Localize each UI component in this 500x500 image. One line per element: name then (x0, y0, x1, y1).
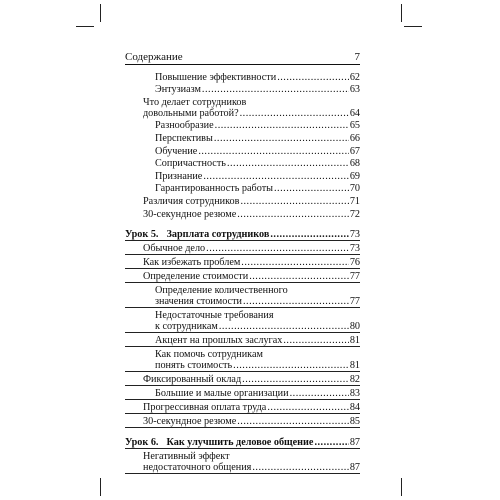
toc-entry-page: 73 (349, 242, 360, 254)
toc-entry[interactable] (125, 120, 360, 131)
header-title: Содержание (125, 51, 183, 63)
leader-dots (240, 108, 349, 119)
toc-entry-title: Сопричастность (155, 158, 226, 170)
leader-dots (290, 388, 349, 399)
crop-mark-bottom-left (100, 478, 101, 496)
toc-entry[interactable] (125, 310, 360, 333)
toc-entry[interactable] (125, 257, 360, 269)
leader-dots (202, 84, 349, 95)
toc-entry-page: 76 (349, 256, 360, 268)
leader-dots (314, 437, 348, 448)
toc-entry-title: довольными работой? (143, 107, 239, 119)
lesson-5-label: Урок 5. (125, 228, 159, 240)
toc-entry-title: Прогрессивная оплата труда (143, 401, 267, 413)
leader-dots (214, 133, 349, 144)
toc-entry[interactable] (125, 72, 360, 83)
toc-entry[interactable] (125, 416, 360, 428)
toc-entry-title: Различия сотрудников (143, 195, 240, 207)
toc-entry-page: 81 (349, 334, 360, 346)
toc-entry-page: 81 (349, 359, 360, 371)
leader-dots (249, 271, 349, 282)
toc-entry[interactable] (125, 349, 360, 372)
toc-entry[interactable] (125, 146, 360, 157)
leader-dots (242, 374, 349, 385)
toc-entry[interactable] (125, 285, 360, 308)
toc-entry-title: понять стоимость (155, 359, 233, 371)
toc-entry-page: 67 (349, 145, 360, 157)
leader-dots (241, 257, 349, 268)
toc-entry-title-line: Недостаточные требования (155, 309, 274, 321)
toc-entry-title: Большие и малые организации (155, 387, 289, 399)
toc-entry[interactable] (125, 374, 360, 386)
leader-dots (237, 416, 349, 427)
header-page-number: 7 (354, 51, 360, 63)
toc-entry-page: 70 (349, 183, 360, 195)
toc-entry[interactable] (125, 209, 360, 220)
toc-entry-page: 69 (349, 170, 360, 182)
toc-entry-title-line: Негативный эффект (143, 450, 230, 462)
leader-dots (203, 171, 348, 182)
toc-entry-page: 66 (349, 132, 360, 144)
toc-lesson-6[interactable] (125, 437, 360, 449)
leader-dots (270, 229, 348, 240)
toc-entry-title: Гарантированность работы (155, 183, 273, 195)
toc-entry-page: 80 (349, 320, 360, 332)
toc-entry[interactable] (125, 133, 360, 144)
toc-entry[interactable] (125, 97, 360, 119)
toc-entry-page: 87 (349, 461, 360, 473)
lesson-6-title: Как улучшить деловое общение (166, 436, 314, 448)
toc-entry[interactable] (125, 271, 360, 283)
toc-entry-title: к сотрудникам (155, 320, 218, 332)
crop-mark-right-top (404, 26, 422, 27)
toc-entry-page: 82 (349, 373, 360, 385)
toc-entry-page: 71 (349, 195, 360, 207)
leader-dots (283, 335, 348, 346)
toc-entry-title: Как избежать проблем (143, 256, 241, 268)
lesson-5-page: 73 (349, 228, 360, 240)
leader-dots (243, 296, 349, 307)
toc-entry-page: 72 (349, 208, 360, 220)
leader-dots (219, 321, 349, 332)
toc-entry[interactable] (125, 84, 360, 95)
leader-dots (227, 158, 349, 169)
toc-entry-page: 65 (349, 120, 360, 132)
toc-entry-title: Обучение (155, 145, 198, 157)
crop-mark-top-left (100, 4, 101, 22)
crop-mark-left-top (76, 26, 94, 27)
table-of-contents (125, 70, 360, 474)
toc-entry-title-line: Определение количественного (155, 284, 288, 296)
toc-entry-page: 62 (349, 71, 360, 83)
toc-entry-title: Обычное дело (143, 242, 206, 254)
toc-entry-title-line: Что делает сотрудников (143, 96, 247, 108)
toc-entry[interactable] (125, 388, 360, 400)
leader-dots (233, 360, 349, 371)
toc-entry-title: Разнообразие (155, 120, 214, 132)
toc-entry-page: 68 (349, 158, 360, 170)
lesson-6-label: Урок 6. (125, 436, 159, 448)
leader-dots (206, 243, 349, 254)
toc-entry-title: Фиксированный оклад (143, 373, 242, 385)
toc-entry[interactable] (125, 196, 360, 207)
crop-mark-top-right (401, 4, 402, 22)
toc-entry[interactable] (125, 243, 360, 255)
toc-entry-title: Энтузиазм (155, 84, 201, 96)
toc-entry-page: 77 (349, 270, 360, 282)
crop-mark-bottom-right (401, 478, 402, 496)
toc-entry-title: Определение стоимости (143, 270, 249, 282)
toc-entry[interactable] (125, 158, 360, 169)
toc-entry[interactable] (125, 451, 360, 474)
toc-entry-title: значения стоимости (155, 295, 242, 307)
lesson-6-page: 87 (349, 436, 360, 448)
toc-entry-title: недостаточного общения (143, 461, 252, 473)
toc-entry-page: 63 (349, 84, 360, 96)
toc-entry-page: 77 (349, 295, 360, 307)
toc-group-lesson6 (125, 451, 360, 474)
toc-entry-title: 30-секундное резюме (143, 208, 237, 220)
toc-group-lesson5 (125, 243, 360, 428)
leader-dots (267, 402, 348, 413)
leader-dots (277, 72, 349, 83)
lesson-5-title: Зарплата сотрудников (166, 228, 270, 240)
toc-entry-title: Акцент на прошлых заслугах (155, 334, 283, 346)
toc-entry[interactable] (125, 335, 360, 347)
toc-entry-title: Признание (155, 170, 203, 182)
toc-entry[interactable] (125, 171, 360, 182)
leader-dots (274, 183, 349, 194)
leader-dots (215, 120, 349, 131)
toc-entry[interactable] (125, 183, 360, 194)
toc-entry-title: Повышение эффективности (155, 71, 277, 83)
toc-group-lesson4-tail (125, 72, 360, 220)
running-header (125, 46, 360, 65)
toc-entry-page: 85 (349, 415, 360, 427)
leader-dots (237, 209, 349, 220)
toc-entry[interactable] (125, 402, 360, 414)
leader-dots (252, 462, 348, 473)
toc-entry-title: 30-секундное резюме (143, 415, 237, 427)
toc-lesson-5[interactable] (125, 229, 360, 241)
toc-entry-page: 84 (349, 401, 360, 413)
toc-entry-title: Перспективы (155, 132, 213, 144)
leader-dots (198, 146, 348, 157)
toc-entry-page: 83 (349, 387, 360, 399)
toc-entry-page: 64 (349, 107, 360, 119)
toc-entry-title-line: Как помочь сотрудникам (155, 348, 263, 360)
leader-dots (240, 196, 348, 207)
